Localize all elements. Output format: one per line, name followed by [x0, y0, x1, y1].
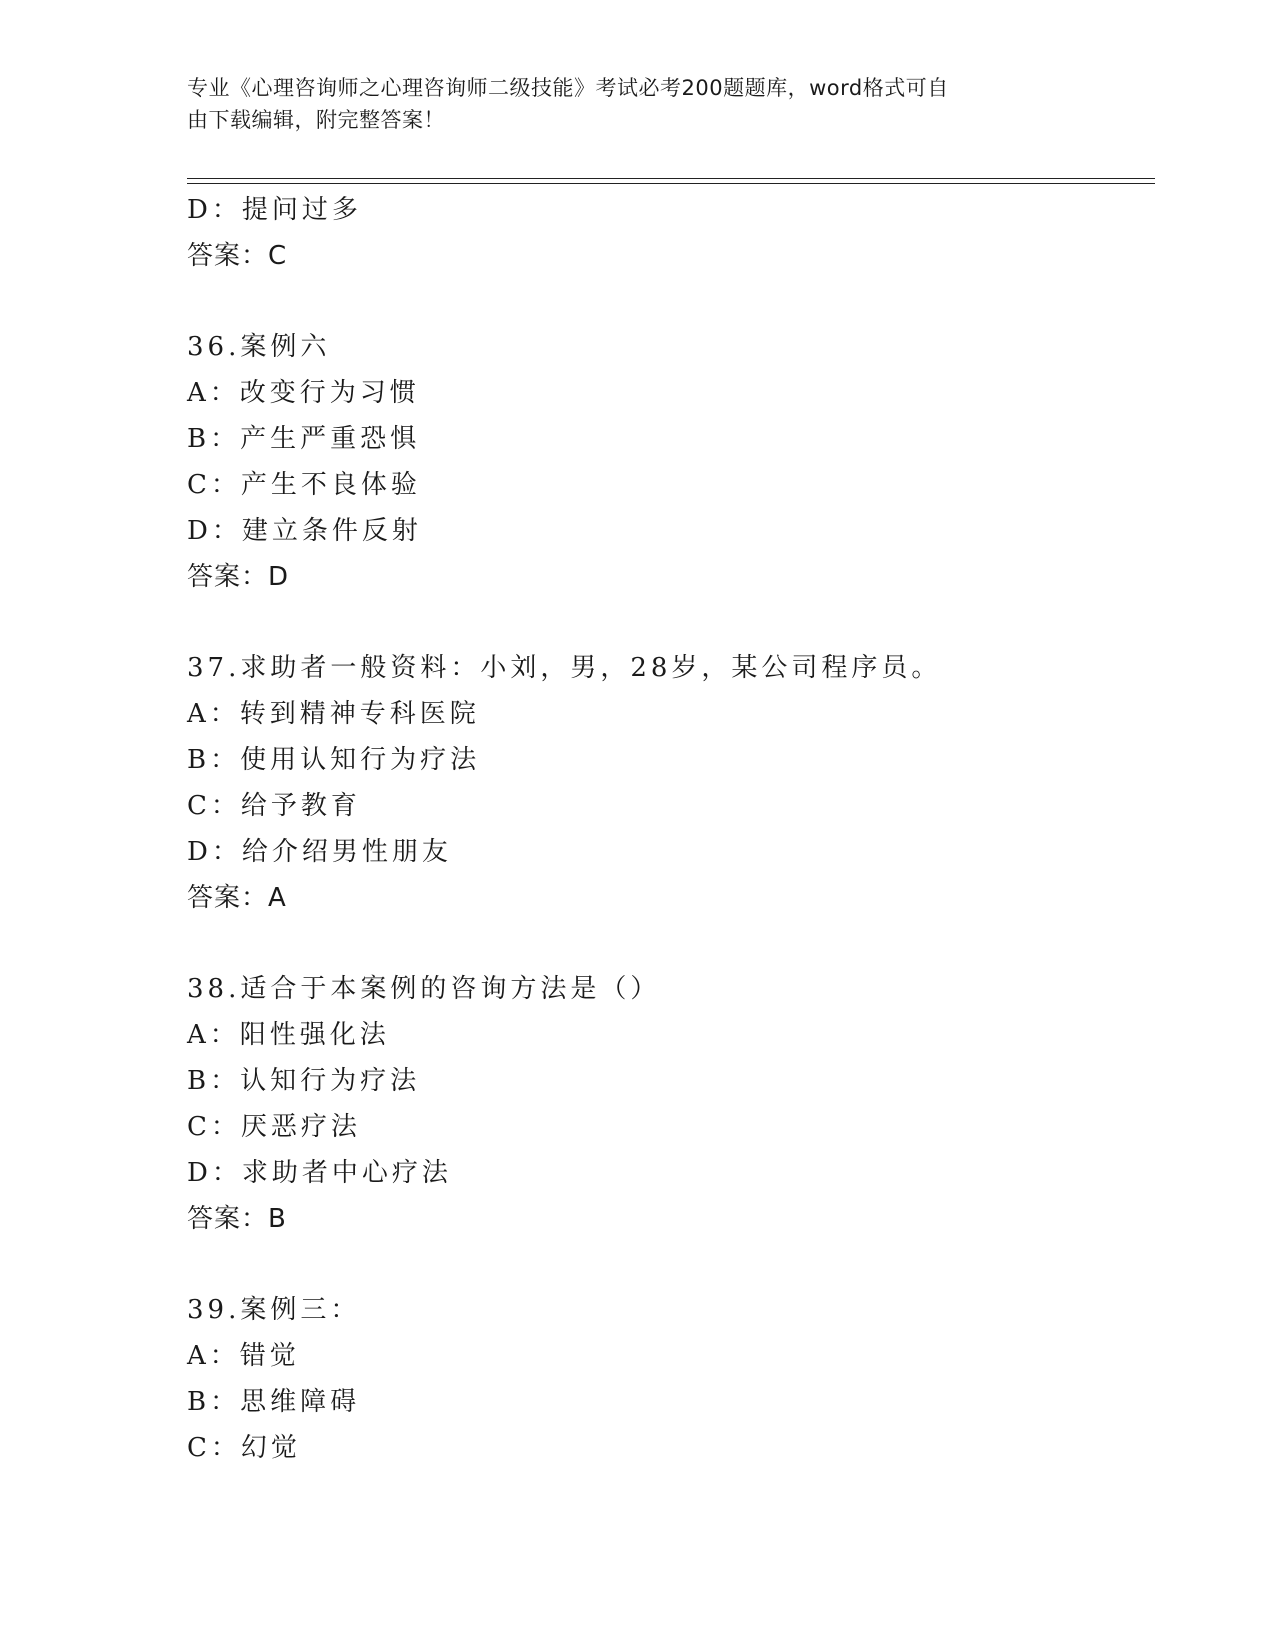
header-rule-bottom — [187, 183, 1155, 184]
spacer — [187, 1242, 1155, 1287]
header-line-1: 专业《心理咨询师之心理咨询师二级技能》考试必考200题题库，word格式可自 — [187, 76, 949, 100]
option-d: D：给介绍男性朋友 — [187, 837, 452, 867]
option-a: A：改变行为习惯 — [187, 378, 420, 408]
option-c: C：产生不良体验 — [187, 470, 421, 500]
answer-line: 答案：B — [187, 1204, 287, 1234]
header-line-2: 由下载编辑，附完整答案！ — [187, 108, 445, 132]
question-37 — [187, 645, 1155, 921]
question-title: 39.案例三： — [187, 1295, 361, 1325]
question-38 — [187, 966, 1155, 1242]
question-title: 38.适合于本案例的咨询方法是（） — [187, 974, 661, 1004]
document-header — [187, 72, 1067, 136]
question-title: 37.求助者一般资料：小刘，男，28岁，某公司程序员。 — [187, 653, 942, 683]
option-a: A：转到精神专科医院 — [187, 699, 480, 729]
option-b: B：产生严重恐惧 — [187, 424, 421, 454]
option-c: C：给予教育 — [187, 791, 361, 821]
answer-line: 答案：C — [187, 241, 288, 271]
header-rule-top — [187, 178, 1155, 179]
question-36 — [187, 324, 1155, 600]
option-d: D：建立条件反射 — [187, 516, 422, 546]
spacer — [187, 921, 1155, 966]
question-title: 36.案例六 — [187, 332, 331, 362]
option-d: D：求助者中心疗法 — [187, 1158, 452, 1188]
document-body — [187, 187, 1155, 1471]
option-a: A：错觉 — [187, 1341, 300, 1371]
answer-line: 答案：A — [187, 883, 287, 913]
option-d: D：提问过多 — [187, 195, 362, 225]
question-39 — [187, 1287, 1155, 1471]
option-c: C：幻觉 — [187, 1433, 301, 1463]
option-b: B：认知行为疗法 — [187, 1066, 421, 1096]
option-c: C：厌恶疗法 — [187, 1112, 361, 1142]
option-b: B：思维障碍 — [187, 1387, 361, 1417]
spacer — [187, 279, 1155, 324]
spacer — [187, 600, 1155, 645]
answer-line: 答案：D — [187, 562, 290, 592]
option-a: A：阳性强化法 — [187, 1020, 390, 1050]
option-b: B：使用认知行为疗法 — [187, 745, 481, 775]
